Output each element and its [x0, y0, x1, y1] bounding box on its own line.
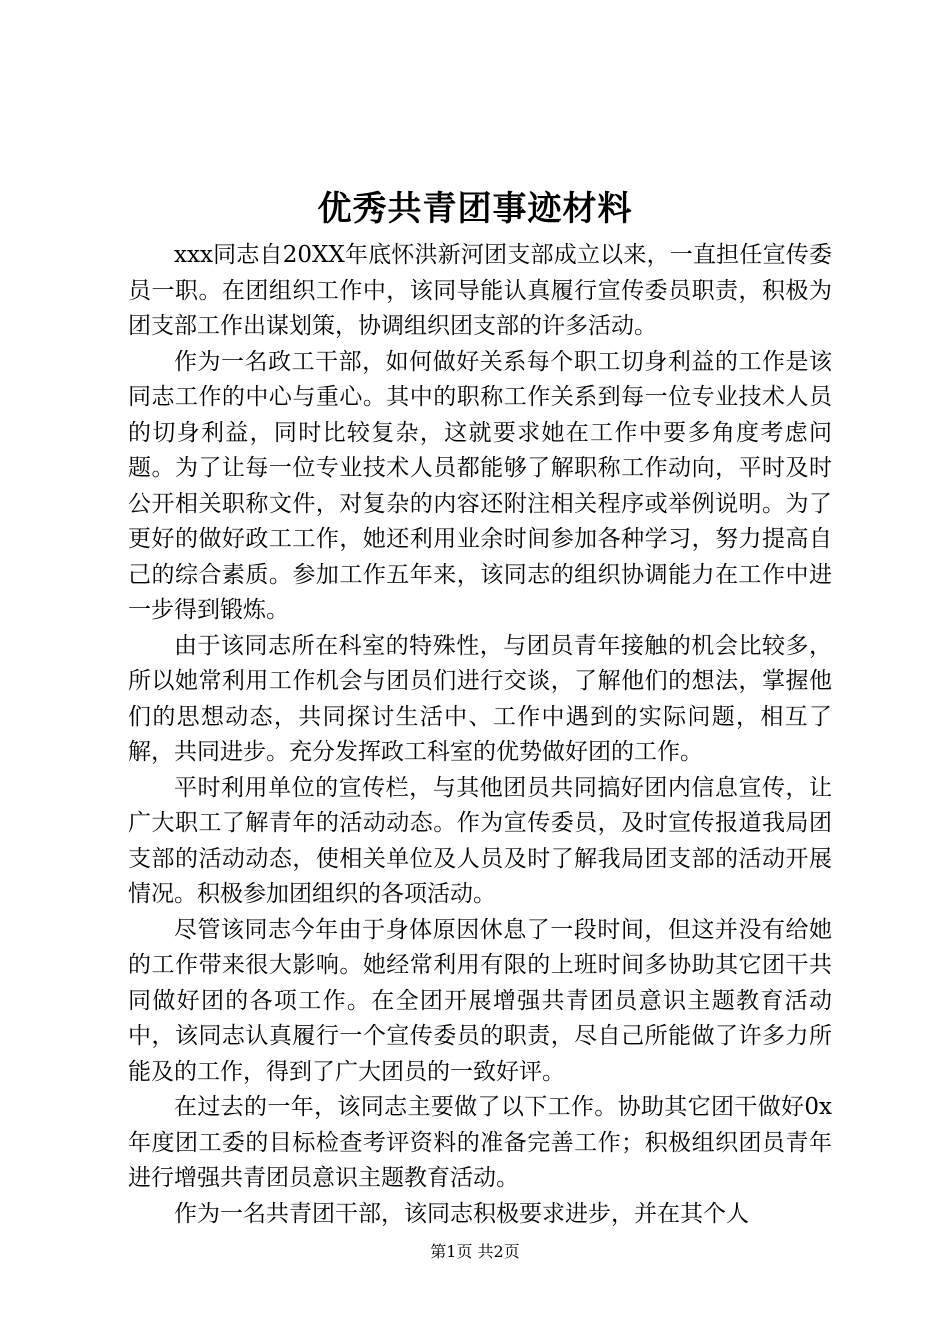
- paragraph: xxx同志自20XX年底怀洪新河团支部成立以来，一直担任宣传委员一职。在团组织工作中，该同导能认真履行宣传委员职责，积极为团支部工作出谋划策，协调组织团支部的许多活动。: [128, 242, 832, 339]
- paragraph: 在过去的一年，该同志主要做了以下工作。协助其它团干做好0x年度团工委的目标检查考评资料的准备完善工作；积极组织团员青年进行增强共青团员意识主题教育活动。: [128, 1094, 832, 1191]
- paragraph: 平时利用单位的宣传栏，与其他团员共同搞好团内信息宣传，让广大职工了解青年的活动动态。作为宣传委员，及时宣传报道我局团支部的活动动态，使相关单位及人员及时了解我局团支部的活动开展情况。积极参加团组织的各项活动。: [128, 774, 832, 907]
- paragraph: 由于该同志所在科室的特殊性，与团员青年接触的机会比较多，所以她常利用工作机会与团员们进行交谈，了解他们的想法，掌握他们的思想动态，共同探讨生活中、工作中遇到的实际问题，相互了解，共同进步。充分发挥政工科室的优势做好团的工作。: [128, 632, 832, 765]
- paragraph: 作为一名政工干部，如何做好关系每个职工切身利益的工作是该同志工作的中心与重心。其中的职称工作关系到每一位专业技术人员的切身利益，同时比较复杂，这就要求她在工作中要多角度考虑问题。为了让每一位专业技术人员都能够了解职称工作动向，平时及时公开相关职称文件，对复杂的内容还附注相关程序或举例说明。为了更好的做好政工工作，她还利用业余时间参加各种学习，努力提高自己的综合素质。参加工作五年来，该同志的组织协调能力在工作中进一步得到锻炼。: [128, 348, 832, 623]
- paragraph: 作为一名共青团干部，该同志积极要求进步，并在其个人: [174, 1200, 749, 1227]
- paragraph: 尽管该同志今年由于身体原因休息了一段时间，但这并没有给她的工作带来很大影响。她经常利用有限的上班时间多协助其它团干共同做好团的各项工作。在全团开展增强共青团员意识主题教育活动中，该同志认真履行一个宣传委员的职责，尽自己所能做了许多力所能及的工作，得到了广大团员的一致好评。: [128, 916, 832, 1085]
- page-number-footer: 第1页 共2页: [430, 1242, 520, 1261]
- document-body: [128, 238, 832, 1232]
- document-title: 优秀共青团事迹材料: [317, 189, 633, 229]
